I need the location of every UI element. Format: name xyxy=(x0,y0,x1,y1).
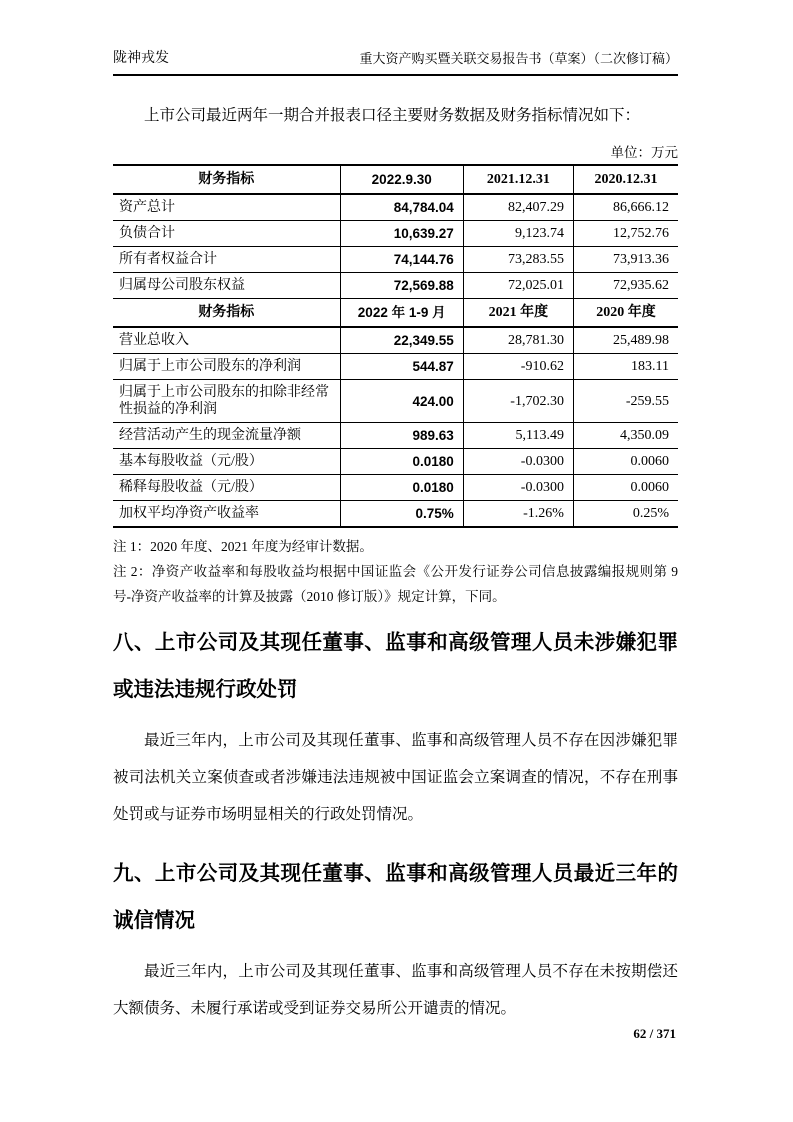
cell-2022: 424.00 xyxy=(340,380,463,423)
section-paragraph-8: 最近三年内，上市公司及其现任董事、监事和高级管理人员不存在因涉嫌犯罪被司法机关立案侦查或者涉嫌违法违规被中国证监会立案调查的情况，不存在刑事处罚或与证券市场明显相关的行政处罚情况。 xyxy=(113,732,678,823)
cell-2022: 0.0180 xyxy=(340,449,463,475)
row-label: 经营活动产生的现金流量净额 xyxy=(113,423,340,449)
cell-2020: -259.55 xyxy=(573,380,678,423)
cell-2020: 4,350.09 xyxy=(573,423,678,449)
cell-2020: 73,913.36 xyxy=(573,247,678,273)
page-number: 62 / 371 xyxy=(633,1026,676,1041)
cell-2022: 84,784.04 xyxy=(340,194,463,221)
table-row xyxy=(113,221,678,247)
cell-2022: 10,639.27 xyxy=(340,221,463,247)
cell-2021: 28,781.30 xyxy=(463,327,573,354)
report-title: 重大资产购买暨关联交易报告书（草案）（二次修订稿） xyxy=(359,51,678,66)
cell-2021: -1.26% xyxy=(463,501,573,528)
table-row xyxy=(113,501,678,528)
table-row xyxy=(113,247,678,273)
section-heading-8: 八、上市公司及其现任董事、监事和高级管理人员未涉嫌犯罪或违法违规行政处罚 xyxy=(113,631,678,701)
cell-2021: 72,025.01 xyxy=(463,273,573,299)
table-notes xyxy=(113,534,678,609)
table-header-balance xyxy=(113,165,678,194)
cell-2021: 73,283.55 xyxy=(463,247,573,273)
cell-2022: 72,569.88 xyxy=(340,273,463,299)
cell-2020: 86,666.12 xyxy=(573,194,678,221)
cell-2020: 12,752.76 xyxy=(573,221,678,247)
company-name: 陇神戎发 xyxy=(113,51,169,66)
cell-2020: 72,935.62 xyxy=(573,273,678,299)
cell-2021: 9,123.74 xyxy=(463,221,573,247)
table-row xyxy=(113,327,678,354)
intro-paragraph: 上市公司最近两年一期合并报表口径主要财务数据及财务指标情况如下： xyxy=(144,107,641,124)
row-label: 归属于上市公司股东的净利润 xyxy=(113,354,340,380)
section-paragraph-9: 最近三年内，上市公司及其现任董事、监事和高级管理人员不存在未按期偿还大额债务、未履行承诺或受到证券交易所公开谴责的情况。 xyxy=(113,963,678,1017)
col-header-2020-year: 2020 年度 xyxy=(573,299,678,328)
cell-2022: 0.75% xyxy=(340,501,463,528)
unit-label: 单位：万元 xyxy=(610,145,678,160)
cell-2021: 5,113.49 xyxy=(463,423,573,449)
col-header-2020: 2020.12.31 xyxy=(573,165,678,194)
row-label: 加权平均净资产收益率 xyxy=(113,501,340,528)
note-2: 注 2：净资产收益率和每股收益均根据中国证监会《公开发行证券公司信息披露编报规则第 9 号-净资产收益率的计算及披露（2010 修订版）》规定计算，下同。 xyxy=(113,564,678,604)
col-header-2022-period: 2022 年 1-9 月 xyxy=(340,299,463,328)
row-label: 归属母公司股东权益 xyxy=(113,273,340,299)
col-header-2021-year: 2021 年度 xyxy=(463,299,573,328)
cell-2021: -910.62 xyxy=(463,354,573,380)
table-row xyxy=(113,423,678,449)
cell-2022: 989.63 xyxy=(340,423,463,449)
table-row xyxy=(113,273,678,299)
row-label: 资产总计 xyxy=(113,194,340,221)
table-row xyxy=(113,449,678,475)
table-row xyxy=(113,194,678,221)
table-row xyxy=(113,380,678,423)
cell-2021: -0.0300 xyxy=(463,475,573,501)
table-header-income xyxy=(113,299,678,328)
running-header xyxy=(113,47,678,76)
col-header-2022: 2022.9.30 xyxy=(340,165,463,194)
cell-2021: -0.0300 xyxy=(463,449,573,475)
row-label: 基本每股收益（元/股） xyxy=(113,449,340,475)
note-1: 注 1：2020 年度、2021 年度为经审计数据。 xyxy=(113,539,373,554)
financial-table xyxy=(113,164,678,528)
cell-2020: 0.25% xyxy=(573,501,678,528)
row-label: 所有者权益合计 xyxy=(113,247,340,273)
col-header-2021: 2021.12.31 xyxy=(463,165,573,194)
table-row xyxy=(113,475,678,501)
section-heading-9: 九、上市公司及其现任董事、监事和高级管理人员最近三年的诚信情况 xyxy=(113,862,678,932)
cell-2020: 183.11 xyxy=(573,354,678,380)
table-row xyxy=(113,354,678,380)
cell-2022: 74,144.76 xyxy=(340,247,463,273)
cell-2021: 82,407.29 xyxy=(463,194,573,221)
cell-2020: 0.0060 xyxy=(573,475,678,501)
row-label: 营业总收入 xyxy=(113,327,340,354)
cell-2022: 544.87 xyxy=(340,354,463,380)
cell-2022: 0.0180 xyxy=(340,475,463,501)
cell-2020: 25,489.98 xyxy=(573,327,678,354)
cell-2021: -1,702.30 xyxy=(463,380,573,423)
row-label: 归属于上市公司股东的扣除非经常性损益的净利润 xyxy=(113,380,340,423)
col-header-indicator: 财务指标 xyxy=(113,165,340,194)
cell-2020: 0.0060 xyxy=(573,449,678,475)
col-header-indicator: 财务指标 xyxy=(113,299,340,328)
row-label: 负债合计 xyxy=(113,221,340,247)
row-label: 稀释每股收益（元/股） xyxy=(113,475,340,501)
cell-2022: 22,349.55 xyxy=(340,327,463,354)
